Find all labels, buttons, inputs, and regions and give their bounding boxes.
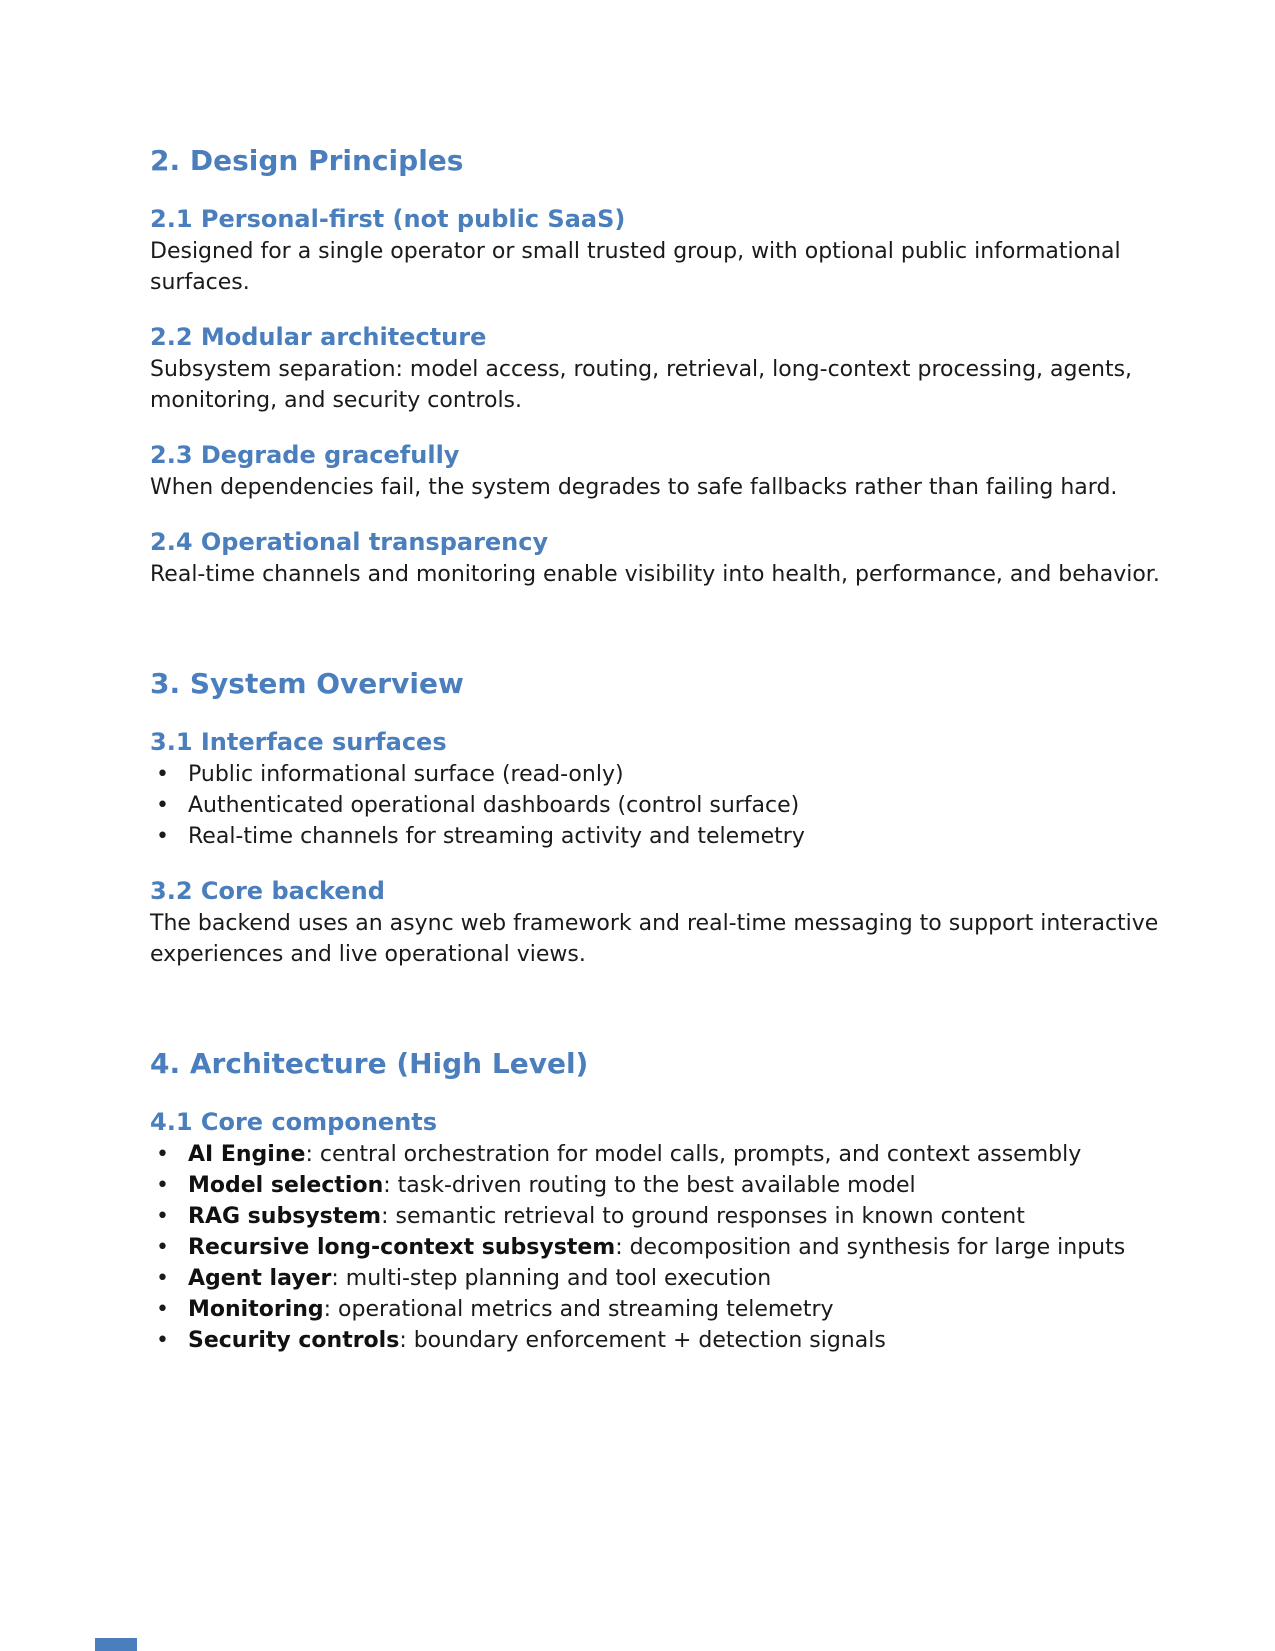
paragraph: The backend uses an async web framework and real-time messaging to support interactive experiences and live operational views. <box>150 911 1159 967</box>
list-item <box>150 759 1180 790</box>
list-item-text: Real-time channels for streaming activity and telemetry <box>188 824 805 849</box>
bullet-list <box>150 759 1180 852</box>
list-item-text: : central orchestration for model calls, prompts, and context assembly <box>305 1142 1082 1167</box>
list-item-text: : multi-step planning and tool execution <box>331 1266 772 1291</box>
section-heading: 2. Design Principles <box>150 144 464 177</box>
bullet-icon: • <box>156 1266 169 1291</box>
subsection-heading: 2.4 Operational transparency <box>150 528 549 556</box>
list-item-text: : semantic retrieval to ground responses in known content <box>381 1204 1025 1229</box>
section-heading: 4. Architecture (High Level) <box>150 1047 589 1080</box>
bullet-icon: • <box>156 793 169 818</box>
document-section <box>150 666 1180 970</box>
paragraph: Real-time channels and monitoring enable visibility into health, performance, and behavior. <box>150 562 1160 587</box>
list-item <box>150 790 1180 821</box>
paragraph: Subsystem separation: model access, routing, retrieval, long-context processing, agents, monitoring, and security controls. <box>150 357 1133 413</box>
list-item <box>150 1139 1180 1170</box>
bullet-icon: • <box>156 762 169 787</box>
list-item <box>150 1170 1180 1201</box>
document-section <box>150 1046 1180 1356</box>
section-heading: 3. System Overview <box>150 667 464 700</box>
paragraph: Designed for a single operator or small trusted group, with optional public informational surfaces. <box>150 239 1121 295</box>
bullet-icon: • <box>156 1173 169 1198</box>
list-item-bold-lead: Model selection <box>188 1173 384 1198</box>
list-item-bold-lead: Monitoring <box>188 1297 324 1322</box>
bullet-icon: • <box>156 1235 169 1260</box>
bullet-list <box>150 1139 1180 1356</box>
list-item-bold-lead: RAG subsystem <box>188 1204 382 1229</box>
list-item-bold-lead: Recursive long-context subsystem <box>188 1235 616 1260</box>
bullet-icon: • <box>156 1328 169 1353</box>
subsection-heading: 2.3 Degrade gracefully <box>150 441 460 469</box>
list-item-text: : operational metrics and streaming telemetry <box>323 1297 834 1322</box>
list-item <box>150 821 1180 852</box>
clipped-next-heading-top-edge <box>95 1638 137 1651</box>
bullet-icon: • <box>156 1204 169 1229</box>
list-item-bold-lead: AI Engine <box>188 1142 306 1167</box>
list-item-text: : boundary enforcement + detection signals <box>399 1328 886 1353</box>
list-item-text: Authenticated operational dashboards (control surface) <box>188 793 800 818</box>
bullet-icon: • <box>156 1297 169 1322</box>
list-item-bold-lead: Security controls <box>188 1328 400 1353</box>
list-item-bold-lead: Agent layer <box>188 1266 332 1291</box>
bullet-icon: • <box>156 1142 169 1167</box>
list-item <box>150 1325 1180 1356</box>
subsection-heading: 2.2 Modular architecture <box>150 323 487 351</box>
list-item <box>150 1232 1180 1263</box>
list-item-text: : decomposition and synthesis for large inputs <box>615 1235 1126 1260</box>
paragraph: When dependencies fail, the system degrades to safe fallbacks rather than failing hard. <box>150 475 1118 500</box>
list-item <box>150 1201 1180 1232</box>
list-item <box>150 1263 1180 1294</box>
list-item-text: : task-driven routing to the best available model <box>383 1173 916 1198</box>
subsection-heading: 2.1 Personal-first (not public SaaS) <box>150 205 626 233</box>
subsection-heading: 3.1 Interface surfaces <box>150 728 447 756</box>
document-section <box>150 143 1180 590</box>
list-item <box>150 1294 1180 1325</box>
list-item-text: Public informational surface (read-only) <box>188 762 624 787</box>
bullet-icon: • <box>156 824 169 849</box>
subsection-heading: 3.2 Core backend <box>150 877 385 905</box>
subsection-heading: 4.1 Core components <box>150 1108 438 1136</box>
